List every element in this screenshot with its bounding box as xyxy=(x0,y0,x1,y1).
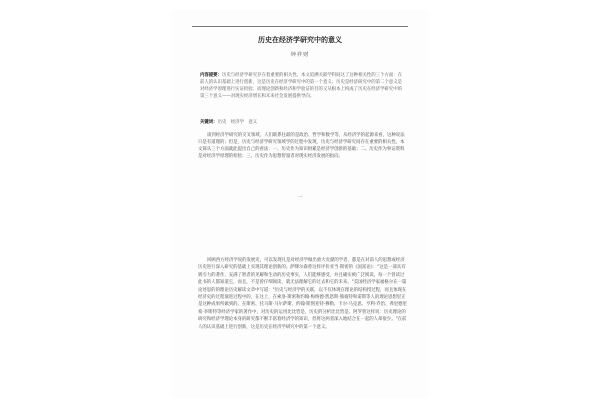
abstract-label: 内容提要： xyxy=(200,73,222,78)
keywords-text: 历史 经济学 意义 xyxy=(217,120,258,125)
paper-author: 钟祥财 xyxy=(290,52,310,58)
section-separator: 一 xyxy=(297,195,303,201)
keywords xyxy=(200,120,406,126)
body-section xyxy=(198,257,408,331)
abstract-text: 历史与经济学研究存在着重要的相关性。本文追溯关联学科间这了这种相关性的三个方面：在前人的认识基础上进行创新，这是历史在经济学研究中的第一个意义；历史是经济研究中的第二个意义是对经济学原理进行实证检验；而理论创新和经济和学验证的目的又从根本上构成了历史在经济学研究中的第三个意义——对现实经济增长和未来社会发展提供导向。 xyxy=(200,73,402,99)
intro-paragraph: 谈到经济学研究的交叉领域，人们联系往最的是政治、哲学和数学等，从经济学的起源来看，这种说法只是有道理的；但是，历史与经济学研究领域学的过程中发现，历史与经济学研究间存在重要的相关性。本文简从三个方面就此提出自己的看法：一、历史作为知识财累是经济学创新的基础；二、历史作为事证资料是对经济学原理的检验；三、历史作为思想智量者对现实经济发展的指向。 xyxy=(198,133,405,159)
paper-page xyxy=(172,10,428,398)
keywords-label: 关键词： xyxy=(200,120,218,125)
intro-section xyxy=(198,132,408,160)
header-rule xyxy=(192,26,408,27)
abstract xyxy=(200,72,406,100)
body-paragraph: 回顾西方经济学说的发展史，可以发现凡是对经济学做出重大贡献的学者，都是在对前人的思想或经济历史进行深入研究的基础上实现其理论创新的。萨缪尔森曾这样评价亚当·斯密的《国富论》："这是一部具有吸引力的著作，充满了智者的见解和生动的历史事实，人们能够感受，并且确实被广泛阅读。每一个曾读过此书的人都知道它，而且，不是曾仔细阅读，就无法理解它的过去和它的未来。"美国经济学家福格尔在一篇论述思的的理论历史解读文章中写道："历史与经济学的关联，以不仅体现在理论的结构授过程，而且体现在经济史的过程演进过程中的，在这上，在索洛·斯密和约翰·梅纳德·凯恩斯·熊彼特和诺斯等人的理论思想里正是这种成果所做到的。在斯密、托马斯·马尔萨斯、约翰·斯图亚特·穆勒、卡尔·马克思、亨利·乔治、弗里德里希·李斯特等经济学家的著作中，对历史的运用比比皆是，历史的分析比比皆是。阿罗曾这样说：历史理论的研究和经济学理论本身的研究都不断丰富着经济学的知识，但将这两者深入地结合在一起的人却很少。"在前人的认识基础上进行创新，这是历史在经济学研究中的第一个意义。 xyxy=(198,258,407,330)
paper-title: 历史在经济学研究中的意义 xyxy=(258,36,342,44)
